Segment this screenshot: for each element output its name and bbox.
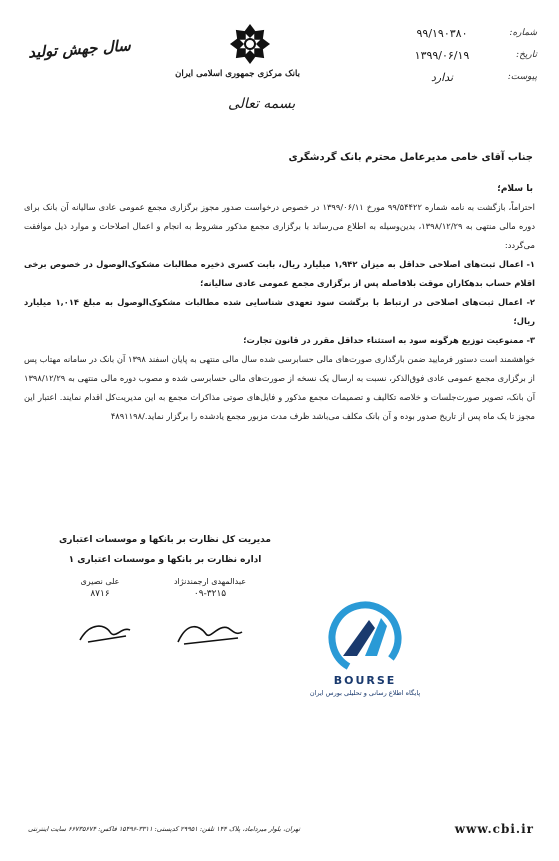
bourse-subtitle: پایگاه اطلاع رسانی و تحلیلی بورس ایران (309, 689, 421, 697)
signer-2-code: ۸۷۱۶ (90, 589, 110, 599)
date-value: ۱۳۹۹/۰۶/۱۹ (414, 48, 470, 62)
attachment-row (387, 66, 537, 88)
signer-2 (55, 575, 145, 601)
greeting-line: با سلام؛ (497, 184, 533, 194)
number-row (387, 22, 537, 44)
date-row (387, 44, 537, 66)
signer-1-code: ۰۹-۳۲۱۵ (193, 589, 227, 599)
number-label: شماره: (509, 28, 537, 38)
condition-item-1: ۱- اعمال ثبت‌های اصلاحی حداقل به میزان ۱,۹۴۲ میلیارد ریال، بابت کسری ذخیره مطالبات مشکوک‌الوصول در خصوص برخی اقلام حساب بدهکاران موقت بلافاصله پس از برگزاری مجمع عمومی عادی سالیانه؛ (24, 259, 535, 288)
bank-name: بانک مرکزی جمهوری اسلامی ایران (175, 69, 300, 79)
signer-1 (165, 575, 255, 601)
letter-meta (387, 22, 537, 88)
signature-unit (40, 530, 290, 570)
condition-item-3: ۳- ممنوعیت توزیع هرگونه سود به استثناء حداقل مقرر در قانون تجارت؛ (243, 335, 535, 345)
date-label: تاریخ: (516, 50, 537, 60)
footer-website-link[interactable]: www.cbi.ir (454, 822, 534, 836)
letter-footer (28, 822, 534, 836)
signature-unit-2: اداره نظارت بر بانکها و موسسات اعتباری ۱ (68, 555, 262, 565)
attachment-value: ندارد (430, 70, 454, 84)
number-value: ۹۹/۱۹۰۳۸۰ (416, 26, 468, 40)
paragraph-intro: احتراماً، بازگشت به نامه شماره ۹۹/۵۴۴۲۲ مورخ ۱۳۹۹/۰۶/۱۱ در خصوص درخواست صدور مجوز برگزاری مجمع عمومی عادی سالیانه آن بانک برای دوره مالی منتهی به ۱۳۹۸/۱۲/۲۹، بدین‌وسیله به اطلاع می‌رساند با برگزاری مجمع مذکور مشروط به انجام و اعمال اصلاحات و موارد ذیل موافقت می‌گردد: (24, 202, 536, 250)
istiqlal-text: بسمه تعالی (228, 96, 296, 112)
paragraph-request: خواهشمند است دستور فرمایید ضمن بارگذاری صورت‌های مالی حسابرسی شده سال مالی منتهی به پایان اسفند ۱۳۹۸ آن بانک در سامانه مهتاب پس از برگزاری مجمع عمومی عادی فوق‌الذکر، نسبت به ارسال یک نسخه از صورت‌های مالی حسابرسی شده و مصوب دوره مالی منتهی به ۱۳۹۸/۱۲/۲۹ آن بانک، تصویر صورت‌جلسات و خلاصه تکالیف و تصمیمات مجمع مذکور و فایل‌های صوتی مذاکرات مجمع به این مدیریت‌کل اقدام نمایند. اعتبار این مجوز تا یک ماه پس از تاریخ صدور بوده و آن بانک مکلف می‌باشد ظرف مدت مزبور مجمع یادشده را برگزار نماید./۴۸۹۱۱۹۸ (24, 354, 536, 421)
attachment-label: پیوست: (507, 72, 537, 82)
bourse-logo (300, 598, 430, 697)
bourse-name: BOURSE (333, 674, 397, 687)
central-bank-emblem-icon (228, 22, 272, 66)
recipient-line: جناب آقای خامی مدیرعامل محترم بانک گردشگری (288, 152, 533, 163)
letter-body (24, 198, 535, 426)
signers (55, 575, 255, 601)
slogan-text: سال جهش تولید (27, 36, 132, 62)
signer-2-name: علی نصیری (80, 577, 120, 586)
condition-item-2: ۲- اعمال ثبت‌های اصلاحی در ارتباط با برگشت سود تعهدی شناسایی شده مطالبات مشکوک‌الوصول به مبلغ ۱,۰۱۴ میلیارد ریال؛ (24, 297, 535, 326)
footer-address: تهران، بلوار میرداماد، پلاک ۱۴۴ تلفن: ۲۹۹۵۱ کدپستی: ۳۳۱۱-۱۵۴۹۶ فاکس: ۶۶۷۳۵۶۷۴ سایت اینترنتی (28, 825, 301, 833)
signer-1-name: عبدالمهدی ارجمندنژاد (173, 577, 247, 586)
handwritten-signatures-icon (60, 612, 260, 652)
signature-unit-1: مدیریت کل نظارت بر بانکها و موسسات اعتباری (59, 535, 271, 545)
bourse-emblem-icon (325, 598, 405, 678)
central-bank-logo (175, 22, 300, 79)
